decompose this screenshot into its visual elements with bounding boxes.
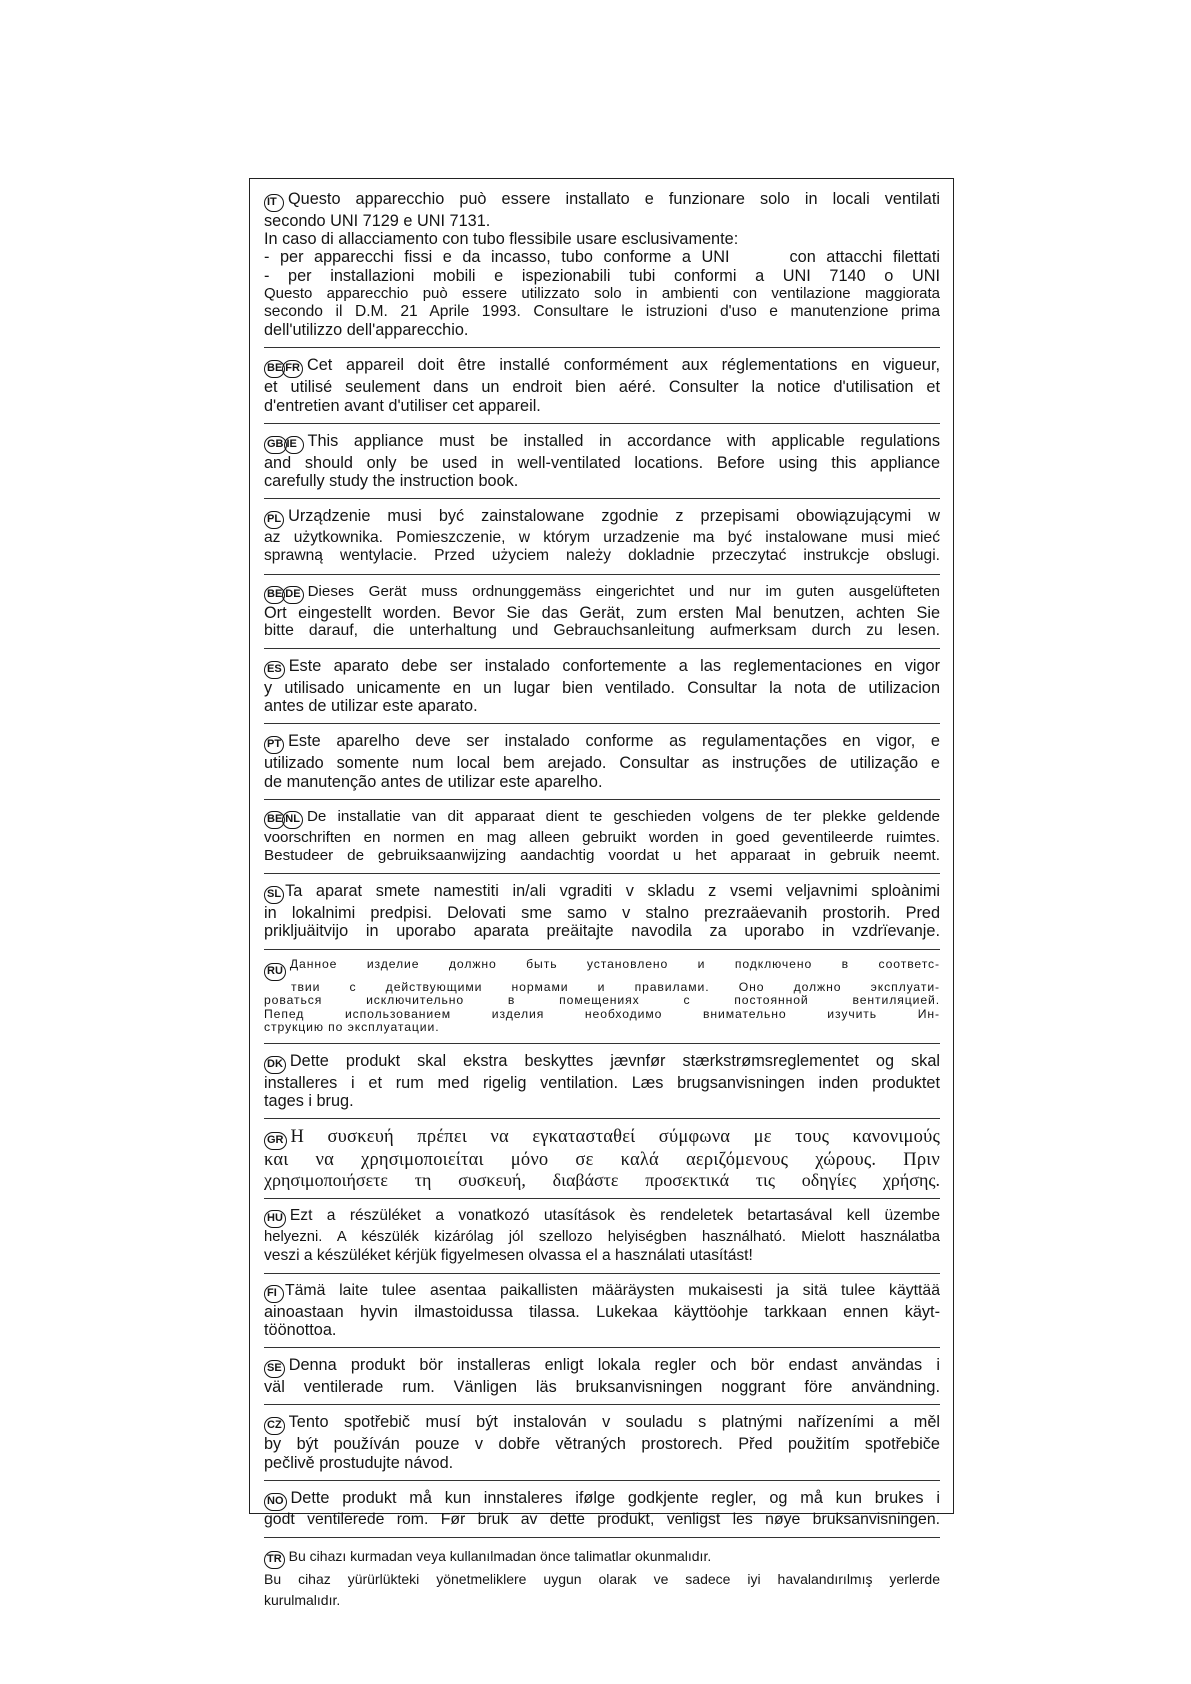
notice-line: antes de utilizar este aparato.: [264, 697, 478, 716]
notice-line: installeres i et rum med rigelig ventilation. Læs brugsanvisningen inden produktet: [264, 1074, 940, 1093]
section-be-nl: [264, 808, 940, 874]
notice-line: струкцию по эксплуатации.: [264, 1021, 440, 1035]
country-badge-sl: SL: [264, 886, 284, 904]
country-badge-hu: HU: [264, 1210, 286, 1228]
notice-line: secondo il D.M. 21 Aprile 1993. Consultare le istruzioni d'uso e manutenzione prima: [264, 303, 940, 321]
country-codes: [264, 1128, 287, 1150]
section-sl: [264, 882, 940, 949]
notice-line: SE Denna produkt bör installeras enligt lokala regler och bör endast användas i: [264, 1356, 940, 1378]
notice-line: και να χρησιμοποιείται μόνο σε καλά αεριζόμενους χώρους. Πριν: [264, 1150, 940, 1171]
country-codes: [264, 1283, 284, 1303]
section-cz: [264, 1413, 940, 1480]
country-codes: [264, 508, 284, 529]
country-badge-be: BE: [264, 586, 285, 604]
notice-line: IT Questo apparecchio può essere installato e funzionare solo in locali ventilati: [264, 190, 940, 212]
notice-line: PT Este aparelho deve ser instalado conforme as regulamentações en vigor, e: [264, 732, 940, 754]
notice-line: ainoastaan hyvin ilmastoidussa tilassa. Lukekaa käyttöohje tarkkaan ennen käyt-: [264, 1302, 940, 1321]
notice-line: BE DE Dieses Gerät muss ordnunggemäss eingerichtet und nur im guten ausgelüfteten: [264, 583, 940, 604]
section-fi: [264, 1282, 940, 1348]
notice-line: töönottoa.: [264, 1321, 337, 1340]
country-codes: [264, 584, 304, 604]
notice-line: utilizado somente num local bem arejado. Consultar as instruções de utilização e: [264, 754, 940, 773]
notice-line: TR Bu cihazı kurmadan veya kullanılmadan önce talimatlar okunmalıdır.: [264, 1546, 940, 1569]
country-badge-gb: GB: [264, 436, 287, 454]
country-codes: [264, 883, 284, 904]
notice-line: dell'utilizzo dell'apparecchio.: [264, 321, 469, 340]
notice-line: GR Η συσκευή πρέπει να εγκατασταθεί σύμφωνα με τους κανονιμούς: [264, 1127, 940, 1150]
section-gr: [264, 1127, 940, 1199]
notice-line: CZ Tento spotřebič musí být instalován v souladu s platnými nařízeními a měl: [264, 1413, 940, 1435]
country-codes: [264, 357, 303, 378]
notice-line: BE FR Cet appareil doit être installé conformément aux réglementations en vigueur,: [264, 356, 940, 378]
notice-line: χρησιμοποιήσετε τη συσκευή, διαβάστε προσεκτικά τις οδηγίες χρήσης.: [264, 1170, 940, 1191]
country-badge-gr: GR: [264, 1132, 287, 1150]
notice-line: SL Ta aparat smete namestiti in/ali vgraditi v skladu z vsemi veljavnimi sploànimi: [264, 882, 940, 904]
notice-line: az użytkownika. Pomieszczenie, w którym urzadzenie ma być instalowane musi mieć: [264, 529, 940, 547]
country-codes: [264, 809, 303, 829]
notice-line: Bu cihaz yürürlükteki yönetmeliklere uygun olarak ve sadece iyi havalandırılmış yerlerde: [264, 1571, 940, 1588]
section-tr: [264, 1546, 940, 1619]
country-badge-ru: RU: [264, 963, 286, 981]
notice-line: GB IE This appliance must be installed in accordance with applicable regulations: [264, 432, 940, 454]
notice-line: HU Ezt a részüléket a vonatkozó utasítások ès rendeletek betartasával kell üzembe: [264, 1207, 940, 1228]
country-badge-fi: FI: [264, 1285, 284, 1303]
country-badge-cz: CZ: [264, 1417, 285, 1435]
country-codes: [264, 1490, 287, 1511]
notice-line: veszi a készüléket kérjük figyelmesen olvassa el a használati utasítást!: [264, 1246, 753, 1264]
notice-line: pečlivě prostudujte návod.: [264, 1453, 454, 1472]
notice-line: DK Dette produkt skal ekstra beskyttes jævnfør stærkstrømsreglementet og skal: [264, 1052, 940, 1074]
notice-line: in lokalnimi predpisi. Delovati sme samo v stalno prezraäevanih prostorih. Pred: [264, 904, 940, 923]
notice-line: de manutenção antes de utilizar este aparelho.: [264, 772, 603, 791]
country-codes: [264, 1053, 286, 1074]
notice-line: y utilisado unicamente en un lugar bien ventilado. Consultar la nota de utilizacion: [264, 679, 940, 698]
notice-line: роваться исключительно в помещениях с постоянной вентиляцией.: [264, 994, 940, 1008]
notice-line: d'entretien avant d'utiliser cet appareil.: [264, 396, 541, 415]
notice-line: RU Данное изделие должно быть установлено и подключено в соответс-: [264, 958, 940, 981]
country-badge-tr: TR: [264, 1551, 285, 1569]
notice-line: PL Urządzenie musi być zainstalowane zgodnie z przepisami obowiązującymi w: [264, 507, 940, 529]
notice-line: väl ventilerade rum. Vänligen läs bruksanvisningen noggrant före användning.: [264, 1378, 940, 1397]
notice-line: твии с действующими нормами и правилами. Оно должно эксплуати-: [291, 980, 940, 994]
notice-line: tages i brug.: [264, 1092, 354, 1111]
notice-line: Questo apparecchio può essere utilizzato solo in ambienti con ventilazione maggiorata: [264, 284, 940, 302]
notice-line: NO Dette produkt må kun innstaleres ifølge godkjente regler, og må kun brukes i: [264, 1489, 940, 1511]
notice-line: kurulmalıdır.: [264, 1592, 341, 1609]
country-codes: [264, 191, 284, 212]
country-badge-fr: FR: [282, 360, 303, 378]
notice-line: sprawną wentylacie. Przed użyciem należy dokladnie przeczytać instrukcje obslugi.: [264, 547, 940, 565]
notice-line: In caso di allacciamento con tubo flessibile usare esclusivamente:: [264, 230, 739, 249]
notice-line: godt ventilerede rom. Før bruk av dette produkt, venligst les nøye bruksanvisningen.: [264, 1510, 940, 1528]
section-pt: [264, 732, 940, 799]
country-badge-dk: DK: [264, 1056, 286, 1074]
notice-line: by být používán pouze v dobře větraných prostorech. Před použitím spotřebiče: [264, 1435, 940, 1454]
notice-line: bitte darauf, die unterhaltung und Gebrauchsanleitung aufmerksam durch zu lesen.: [264, 621, 940, 639]
notice-line: BE NL De installatie van dit apparaat dient te geschieden volgens de ter plekke geldende: [264, 808, 940, 829]
notice-line: voorschriften en normen en mag alleen gebruikt worden in goed geventileerde ruimtes.: [264, 828, 940, 846]
country-codes: [264, 433, 304, 454]
country-codes: [264, 733, 284, 754]
notice-line: - per installazioni mobili e ispezionabili tubi conformi a UNI 7140 o UNI: [264, 266, 940, 285]
country-badge-be: BE: [264, 811, 285, 829]
notice-line: helyezni. A készülék kizárólag jól szellozo helyiségben használható. Mielott használatba: [264, 1229, 940, 1246]
country-codes: [264, 1547, 285, 1569]
country-badge-pl: PL: [264, 511, 284, 529]
country-codes: [264, 963, 286, 981]
notice-line: carefully study the instruction book.: [264, 472, 519, 491]
notice-line: ES Este aparato debe ser instalado confortemente a las reglementaciones en vigor: [264, 657, 940, 679]
section-ru: [264, 958, 940, 1044]
country-codes: [264, 1357, 285, 1378]
notice-line: prikljuäitvijo in uporabo aparata preäitajte navodila za uporabo in vzdrïevanje.: [264, 922, 940, 941]
notice-line: and should only be used in well-ventilated locations. Before using this appliance: [264, 453, 940, 472]
notice-line: secondo UNI 7129 e UNI 7131.: [264, 212, 491, 230]
notice-line: Ort eingestellt worden. Bevor Sie das Gerät, zum ersten Mal benutzen, achten Sie: [264, 603, 940, 622]
section-hu: [264, 1207, 940, 1273]
country-codes: [264, 1414, 285, 1435]
section-es: [264, 657, 940, 724]
section-be-de: [264, 583, 940, 649]
country-badge-es: ES: [264, 661, 285, 679]
country-badge-se: SE: [264, 1360, 285, 1378]
notice-line: et utilisé seulement dans un endroit bien aéré. Consulter la notice d'utilisation et: [264, 378, 940, 397]
section-no: [264, 1489, 940, 1538]
notice-line: - per apparecchi fissi e da incasso, tubo conforme a UNI con attacchi filettati: [264, 248, 940, 267]
notice-line: FI Tämä laite tulee asentaa paikallisten määräysten mukaisesti ja sitä tulee käyttää: [264, 1282, 940, 1303]
country-badge-de: DE: [282, 586, 303, 604]
notice-line: Bestudeer de gebruiksaanwijzing aandachtig voordat u het apparaat in gebruik neemt.: [264, 847, 940, 865]
country-badge-no: NO: [264, 1493, 287, 1511]
country-badge-ie: IE: [284, 436, 304, 454]
country-badge-pt: PT: [264, 736, 284, 754]
country-badge-be: BE: [264, 360, 285, 378]
section-gb-ie: [264, 432, 940, 499]
section-be-fr: [264, 356, 940, 423]
country-badge-nl: NL: [282, 811, 303, 829]
section-se: [264, 1356, 940, 1405]
country-badge-it: IT: [264, 194, 284, 212]
country-codes: [264, 1208, 286, 1228]
installation-notice: [264, 190, 940, 1619]
section-dk: [264, 1052, 940, 1119]
section-pl: [264, 507, 940, 574]
country-codes: [264, 658, 285, 679]
section-it: [264, 190, 940, 348]
notice-line: Пепед использованием изделия необходимо внимательно изучить Ин-: [264, 1007, 940, 1021]
